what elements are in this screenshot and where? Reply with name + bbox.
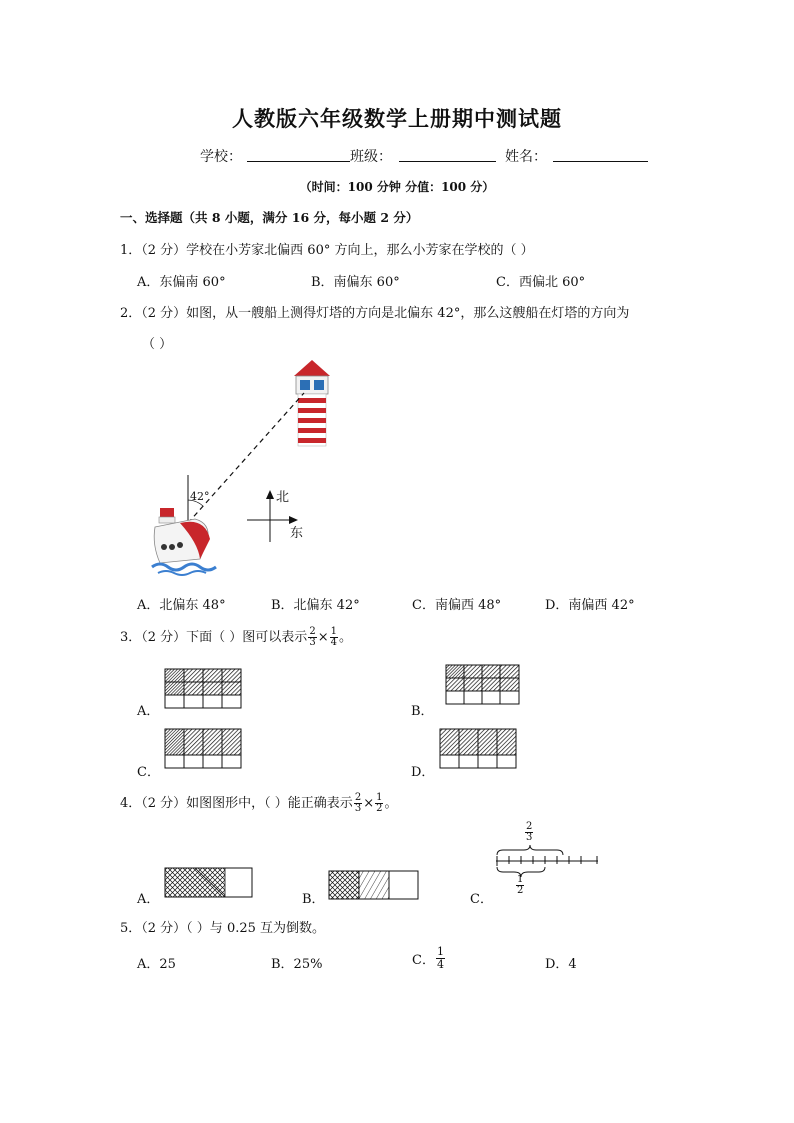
- q4-option-b[interactable]: B．: [302, 892, 325, 907]
- q3-grid-b: [446, 665, 519, 704]
- q3-grid-c: [165, 729, 241, 768]
- q4-option-a[interactable]: A．: [137, 892, 160, 907]
- q2-option-d[interactable]: D．南偏西 42°: [545, 598, 635, 613]
- q1-option-c[interactable]: C．西偏北 60°: [496, 275, 586, 290]
- time-score-line: （时间：100 分钟 分值：100 分）: [299, 180, 495, 194]
- q3-grid-d: [440, 729, 516, 768]
- q3-option-c[interactable]: C．: [137, 765, 160, 780]
- q5-option-b[interactable]: B．25%: [271, 957, 323, 972]
- class-label: 班级：: [350, 149, 392, 165]
- q1-option-b[interactable]: B．南偏东 60°: [311, 275, 400, 290]
- school-label: 学校：: [200, 149, 242, 165]
- q5-option-a[interactable]: A．25: [137, 957, 176, 972]
- east-label: 东: [290, 526, 304, 541]
- q4-bottom-fraction: $\frac{1}{2}$: [517, 874, 524, 896]
- north-label: 北: [276, 490, 290, 505]
- section-heading: 一、选择题（共 8 小题，满分 16 分，每小题 2 分）: [120, 210, 419, 225]
- question-4-text: 4．（2 分）如图图形中，（ ）能正确表示 $\frac{2}{3}$ × $\frac{1}{2}$ 。: [120, 792, 398, 814]
- q4-option-c[interactable]: C．: [470, 892, 493, 907]
- page-title: 人教版六年级数学上册期中测试题: [232, 106, 562, 131]
- q4-top-fraction: $\frac{2}{3}$: [526, 821, 533, 843]
- question-1-text: 1．（2 分）学校在小芳家北偏西 60° 方向上，那么小芳家在学校的（ ）: [120, 243, 534, 258]
- q1-option-a[interactable]: A．东偏南 60°: [137, 275, 226, 290]
- q3-grid-a: [165, 669, 241, 708]
- q4-figure-a: [165, 868, 252, 897]
- q4-number-line: [496, 845, 598, 877]
- q5-option-c[interactable]: C． $\frac{1}{4}$: [412, 945, 444, 971]
- name-label: 姓名：: [505, 149, 547, 165]
- q3-option-d[interactable]: D．: [411, 765, 435, 780]
- q3-option-b[interactable]: B．: [411, 704, 434, 719]
- question-2-text: 2．（2 分）如图，从一艘船上测得灯塔的方向是北偏东 42°，那么这艘船在灯塔的方向为: [120, 306, 630, 321]
- question-2-blank: （ ）: [142, 337, 173, 352]
- question-3-text: 3．（2 分）下面（ ）图可以表示 $\frac{2}{3}$ × $\frac{1}{4}$ 。: [120, 626, 352, 648]
- q2-option-a[interactable]: A．北偏东 48°: [137, 598, 226, 613]
- angle-label: 42°: [190, 490, 210, 503]
- q4-figure-b: [329, 871, 418, 899]
- q3-option-a[interactable]: A．: [137, 704, 160, 719]
- question-5-text: 5．（2 分）（ ）与 0.25 互为倒数。: [120, 921, 326, 936]
- q2-option-b[interactable]: B．北偏东 42°: [271, 598, 360, 613]
- q2-option-c[interactable]: C．南偏西 48°: [412, 598, 502, 613]
- q5-option-d[interactable]: D．4: [545, 957, 577, 972]
